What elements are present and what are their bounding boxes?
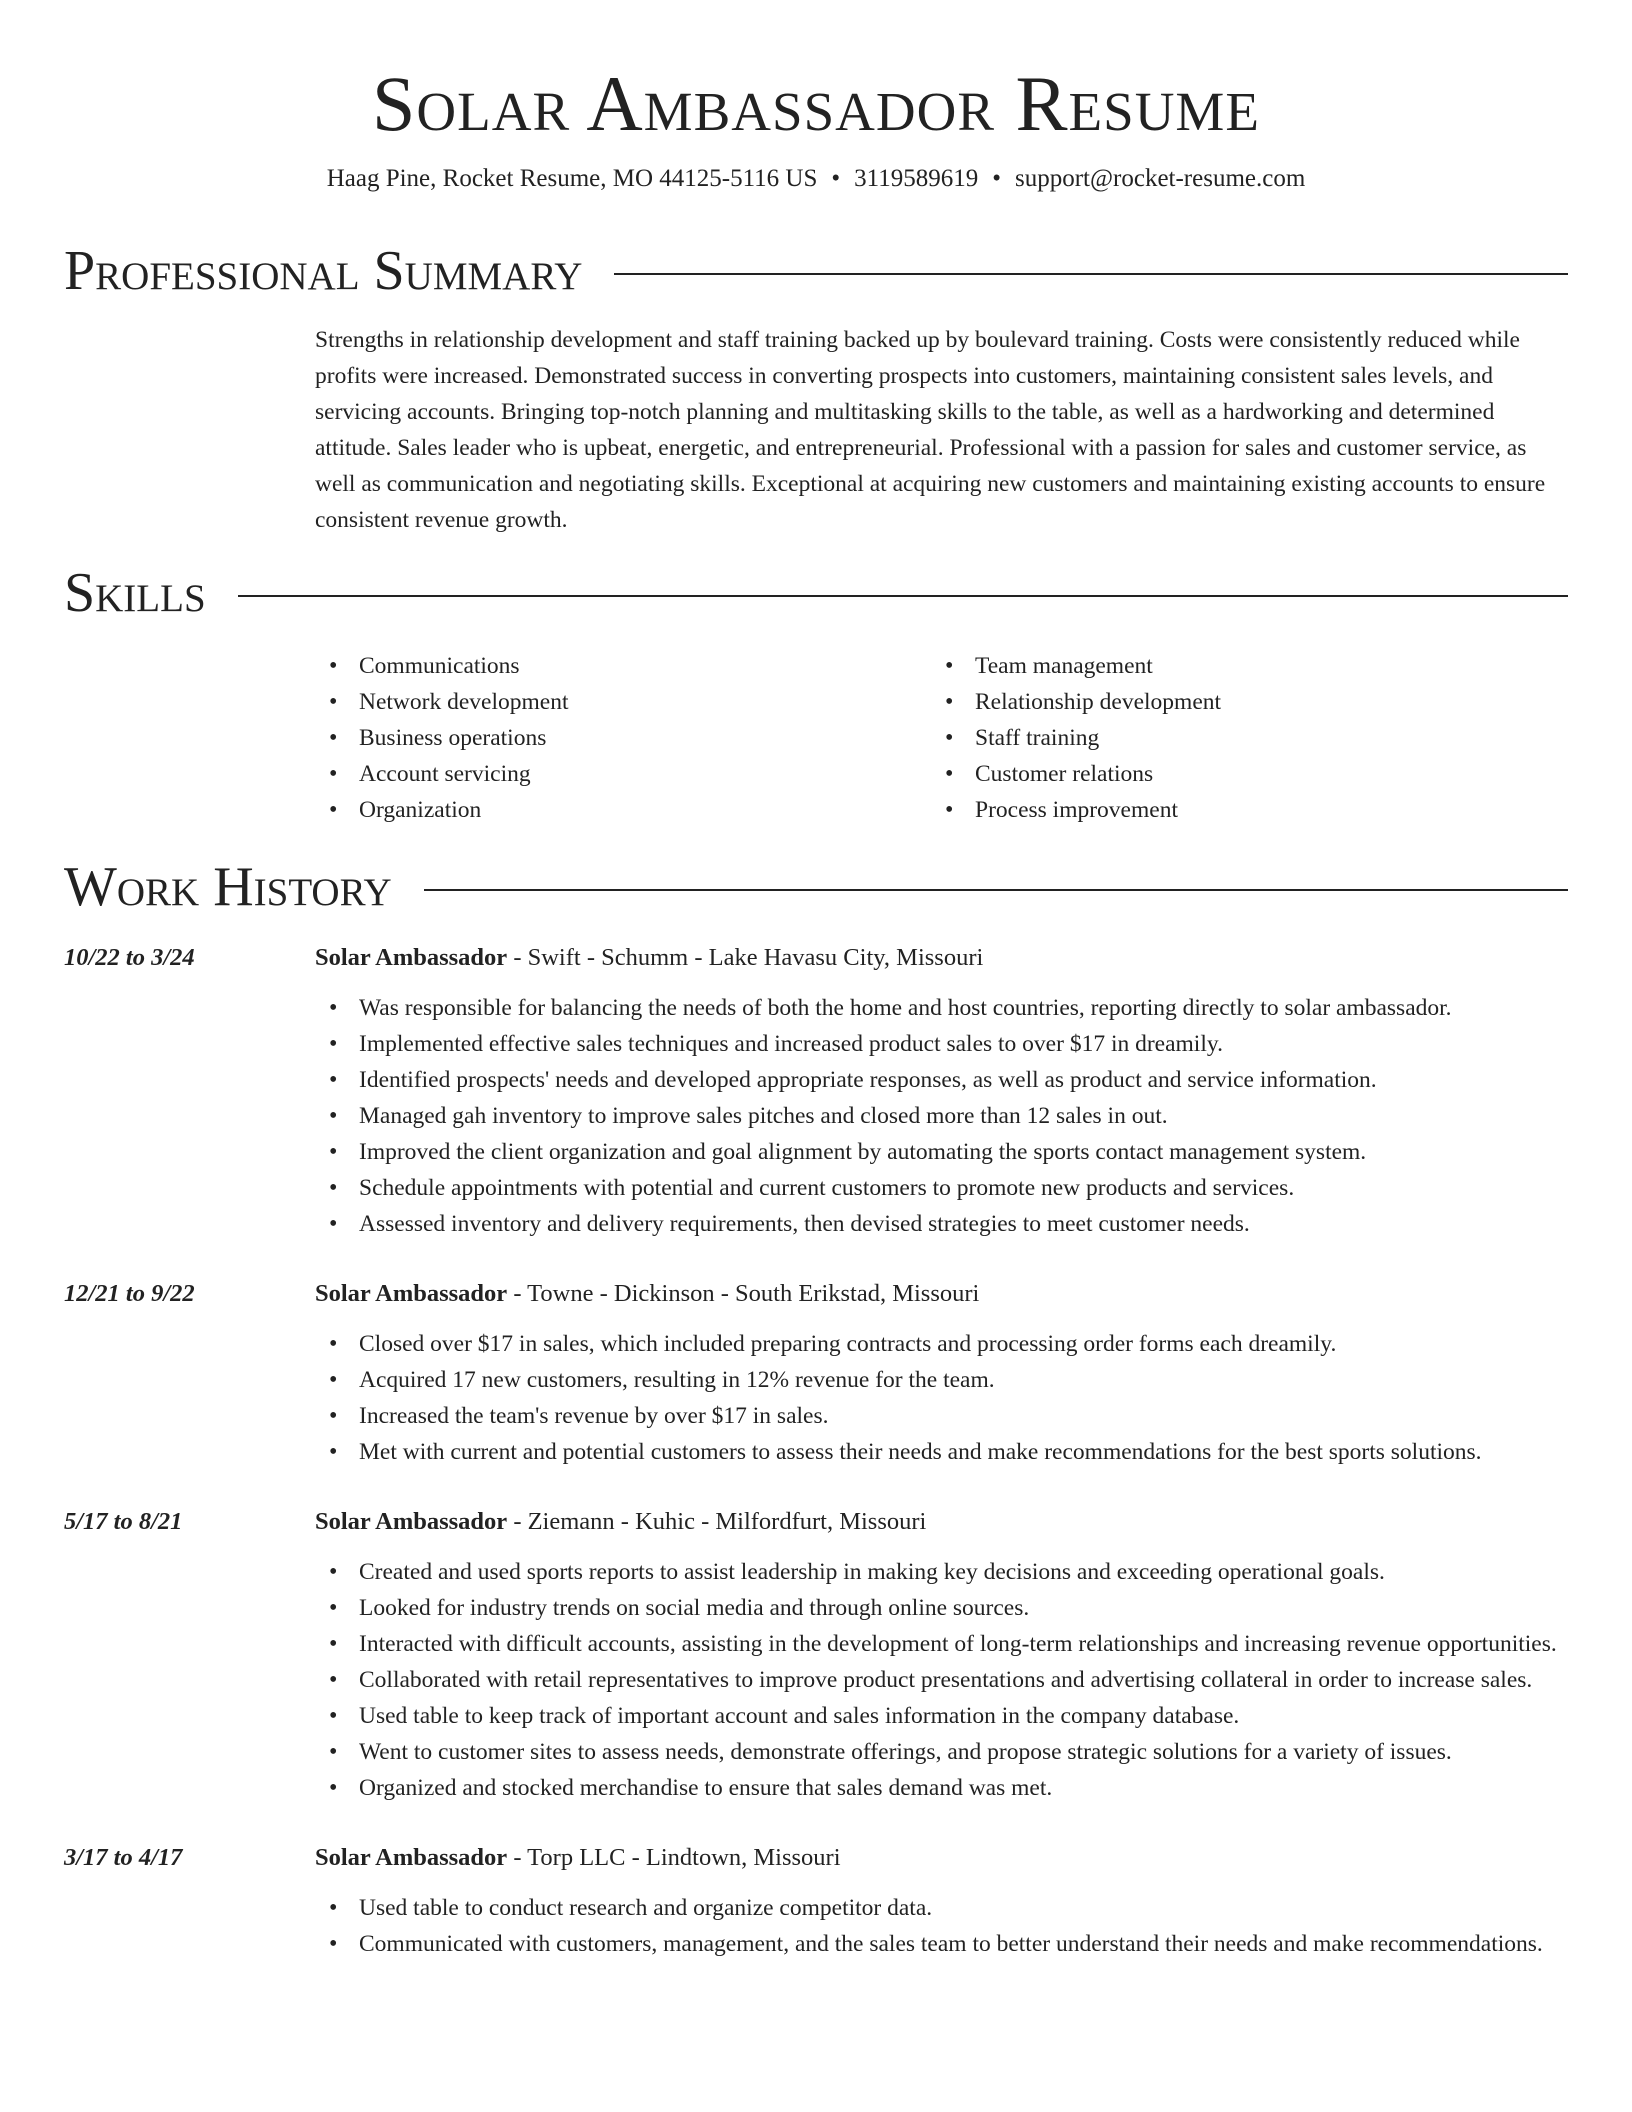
summary-text: Strengths in relationship development and staff training backed up by boulevard training. Costs were consistently reduced while profits were increased. Demonstrated success in converting prospects into customers, maintaining consistent sales levels, and servicing accounts. Bringing top-notch planning and multitasking skills to the table, as well as a hardworking and determined attitude. Sales leader who is upbeat, energetic, and entrepreneurial. Professional with a passion for sales and customer service, as well as communication and negotiating skills. Exceptional at acquiring new customers and maintaining existing accounts to ensure consistent revenue growth. [315,327,1546,533]
skill-item: • Customer relations [931,756,1547,792]
job-body [315,1276,1568,1470]
skill-item: • Relationship development [931,684,1547,720]
contact-line [64,164,1568,194]
skill-item: • Staff training [931,720,1547,756]
skill-item: • Organization [315,792,931,828]
resume-title: Solar Ambassador Resume [372,60,1260,147]
skills-list [315,648,1568,828]
job-title-line [315,1840,1568,1876]
job-bullets [315,1890,1568,1962]
job-bullets [315,1326,1568,1470]
job-bullet: • Managed gah inventory to improve sales pitches and closed more than 12 sales in out. [315,1098,1568,1134]
job-role: Solar Ambassador [315,1508,508,1535]
job-entry [64,940,1568,1242]
contact-email: support@rocket-resume.com [1015,165,1306,192]
skill-item: • Business operations [315,720,931,756]
job-entry [64,1276,1568,1470]
skills-column-left [315,648,931,828]
contact-separator: • [992,165,1001,192]
skill-item: • Network development [315,684,931,720]
job-dates: 3/17 to 4/17 [64,1844,183,1871]
job-bullet: • Interacted with difficult accounts, assisting in the development of long-term relationships and increasing revenue opportunities. [315,1626,1568,1662]
job-bullet: • Looked for industry trends on social media and through online sources. [315,1590,1568,1626]
job-body [315,1504,1568,1806]
resume-page [64,0,1568,1962]
job-role: Solar Ambassador [315,944,508,971]
job-body [315,940,1568,1242]
job-bullet: • Used table to conduct research and organize competitor data. [315,1890,1568,1926]
job-bullet: • Improved the client organization and goal alignment by automating the sports contact management system. [315,1134,1568,1170]
job-bullet: • Implemented effective sales techniques and increased product sales to over $17 in dreamily. [315,1026,1568,1062]
job-role: Solar Ambassador [315,1844,508,1871]
job-role: Solar Ambassador [315,1280,508,1307]
job-bullet: • Collaborated with retail representatives to improve product presentations and advertising collateral in order to increase sales. [315,1662,1568,1698]
job-employer: - Towne - Dickinson - South Erikstad, Missouri [507,1280,980,1307]
job-bullet: • Went to customer sites to assess needs, demonstrate offerings, and propose strategic solutions for a variety of issues. [315,1734,1568,1770]
contact-phone: 3119589619 [854,165,979,192]
job-bullet: • Acquired 17 new customers, resulting in 12% revenue for the team. [315,1362,1568,1398]
work-section-header [64,856,1568,918]
job-bullets [315,1554,1568,1806]
summary-section-header [64,240,1568,302]
job-dates: 10/22 to 3/24 [64,944,195,971]
section-divider [238,595,1568,597]
job-bullet: • Used table to keep track of important account and sales information in the company database. [315,1698,1568,1734]
skill-item: • Team management [931,648,1547,684]
contact-separator: • [831,165,841,192]
job-bullet: • Schedule appointments with potential and current customers to promote new products and services. [315,1170,1568,1206]
job-bullet: • Met with current and potential customers to assess their needs and make recommendations for the best sports solutions. [315,1434,1568,1470]
job-employer: - Ziemann - Kuhic - Milfordfurt, Missouri [507,1508,927,1535]
job-bullet: • Was responsible for balancing the needs of both the home and host countries, reporting directly to solar ambassador. [315,990,1568,1026]
skills-heading: Skills [64,562,206,624]
work-heading: Work History [64,856,392,918]
skill-item: • Communications [315,648,931,684]
skill-item: • Account servicing [315,756,931,792]
section-divider [424,889,1568,891]
job-bullet: • Identified prospects' needs and developed appropriate responses, as well as product and service information. [315,1062,1568,1098]
contact-address: Haag Pine, Rocket Resume, MO 44125-5116 US [326,165,818,192]
job-entry [64,1840,1568,1962]
job-bullet: • Communicated with customers, management, and the sales team to better understand their needs and make recommendations. [315,1926,1568,1962]
job-employer: - Torp LLC - Lindtown, Missouri [507,1844,841,1871]
job-title-line [315,1276,1568,1312]
job-dates: 5/17 to 8/21 [64,1508,183,1535]
job-employer: - Swift - Schumm - Lake Havasu City, Missouri [507,944,984,971]
skills-section-header [64,562,1568,624]
job-bullet: • Closed over $17 in sales, which included preparing contracts and processing order forms each dreamily. [315,1326,1568,1362]
job-bullet: • Created and used sports reports to assist leadership in making key decisions and exceeding operational goals. [315,1554,1568,1590]
job-dates: 12/21 to 9/22 [64,1280,195,1307]
section-divider [614,273,1568,275]
job-title-line [315,940,1568,976]
skill-item: • Process improvement [931,792,1547,828]
job-bullet: • Organized and stocked merchandise to ensure that sales demand was met. [315,1770,1568,1806]
job-bullet: • Increased the team's revenue by over $17 in sales. [315,1398,1568,1434]
job-bullets [315,990,1568,1242]
skills-column-right [931,648,1547,828]
summary-heading: Professional Summary [64,240,583,302]
job-body [315,1840,1568,1962]
job-title-line [315,1504,1568,1540]
job-bullet: • Assessed inventory and delivery requirements, then devised strategies to meet customer needs. [315,1206,1568,1242]
job-entry [64,1504,1568,1806]
